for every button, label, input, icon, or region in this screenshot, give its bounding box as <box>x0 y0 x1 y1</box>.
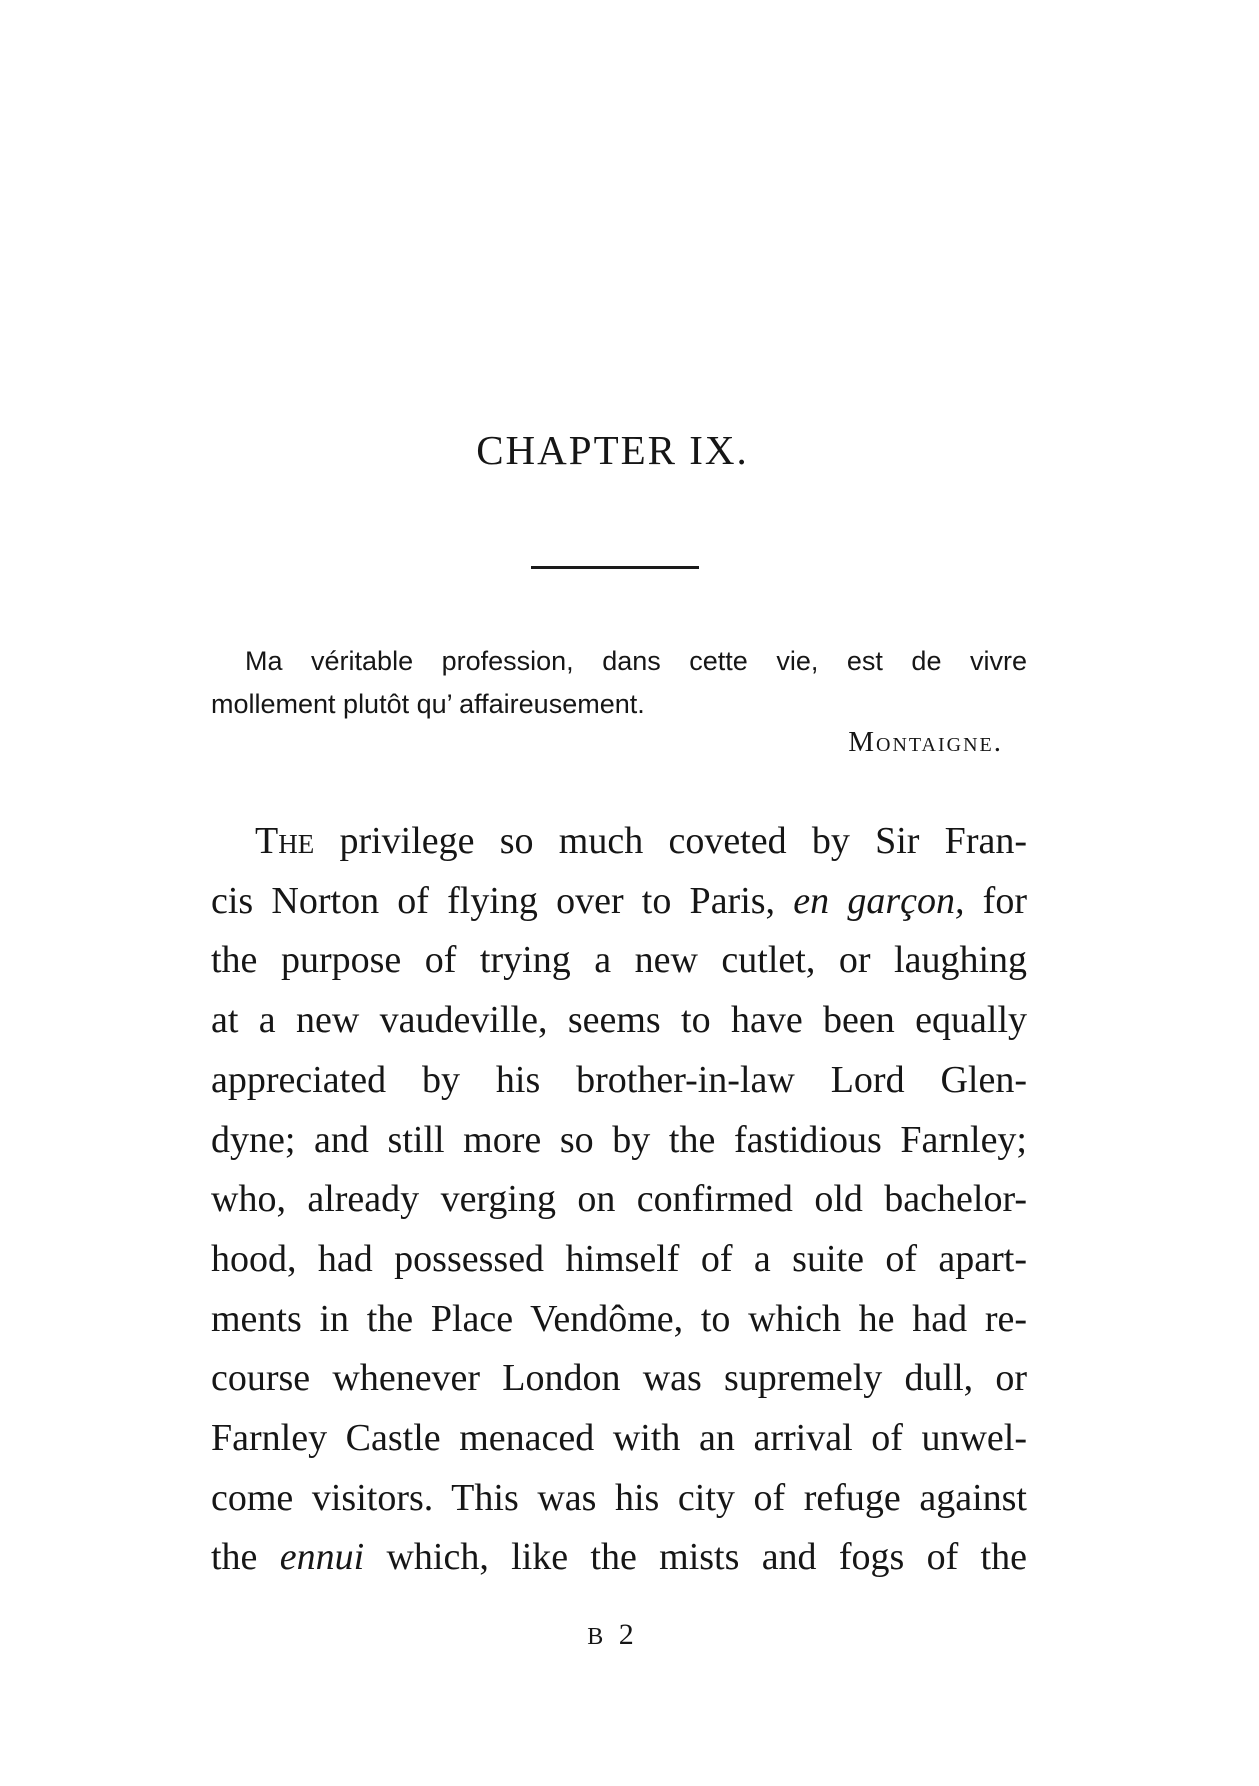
body-line: course whenever London was supremely dull, or <box>211 1357 1027 1400</box>
body-line: at a new vaudeville, seems to have been equally <box>211 999 1027 1042</box>
body-text <box>211 812 1027 1588</box>
italic-word: ennui <box>279 1536 365 1579</box>
lead-in-word: The <box>255 820 315 862</box>
body-line-text: for <box>964 879 1027 922</box>
italic-phrase: en garçon, <box>793 879 965 922</box>
body-line: who, already verging on confirmed old bachelor- <box>211 1178 1027 1221</box>
body-line: ments in the Place Vendôme, to which he had re- <box>211 1297 1027 1340</box>
epigraph-line: mollement plutôt qu’ affaireusement. <box>211 689 645 719</box>
body-line: appreciated by his brother-in-law Lord Glen- <box>211 1058 1027 1101</box>
body-line <box>211 1528 1027 1588</box>
body-line-text: cis Norton of flying over to Paris, <box>211 879 794 922</box>
epigraph-attribution: Montaigne. <box>848 726 1003 758</box>
body-line: Farnley Castle menaced with an arrival of unwel- <box>211 1417 1027 1460</box>
signature-mark <box>0 1620 1225 1650</box>
epigraph <box>211 640 1027 726</box>
body-line-text: privilege so much coveted by Sir Fran- <box>314 820 1027 862</box>
body-line: come visitors. This was his city of refuge against <box>211 1476 1027 1519</box>
body-line: the purpose of trying a new cutlet, or laughing <box>211 939 1027 982</box>
body-line <box>211 872 1027 932</box>
body-line: dyne; and still more so by the fastidious Farnley; <box>211 1118 1027 1161</box>
body-line-text: the <box>211 1536 280 1579</box>
body-line: hood, had possessed himself of a suite of apart- <box>211 1237 1027 1280</box>
signature-letter: B <box>587 1624 608 1650</box>
title-divider <box>531 566 699 569</box>
body-line <box>211 812 1027 872</box>
body-line-text: which, like the mists and fogs of the <box>364 1536 1027 1579</box>
signature-number: 2 <box>618 1618 638 1651</box>
chapter-title: CHAPTER IX. <box>476 427 749 473</box>
epigraph-line: Ma véritable profession, dans cette vie, est de vivre <box>245 646 1027 676</box>
